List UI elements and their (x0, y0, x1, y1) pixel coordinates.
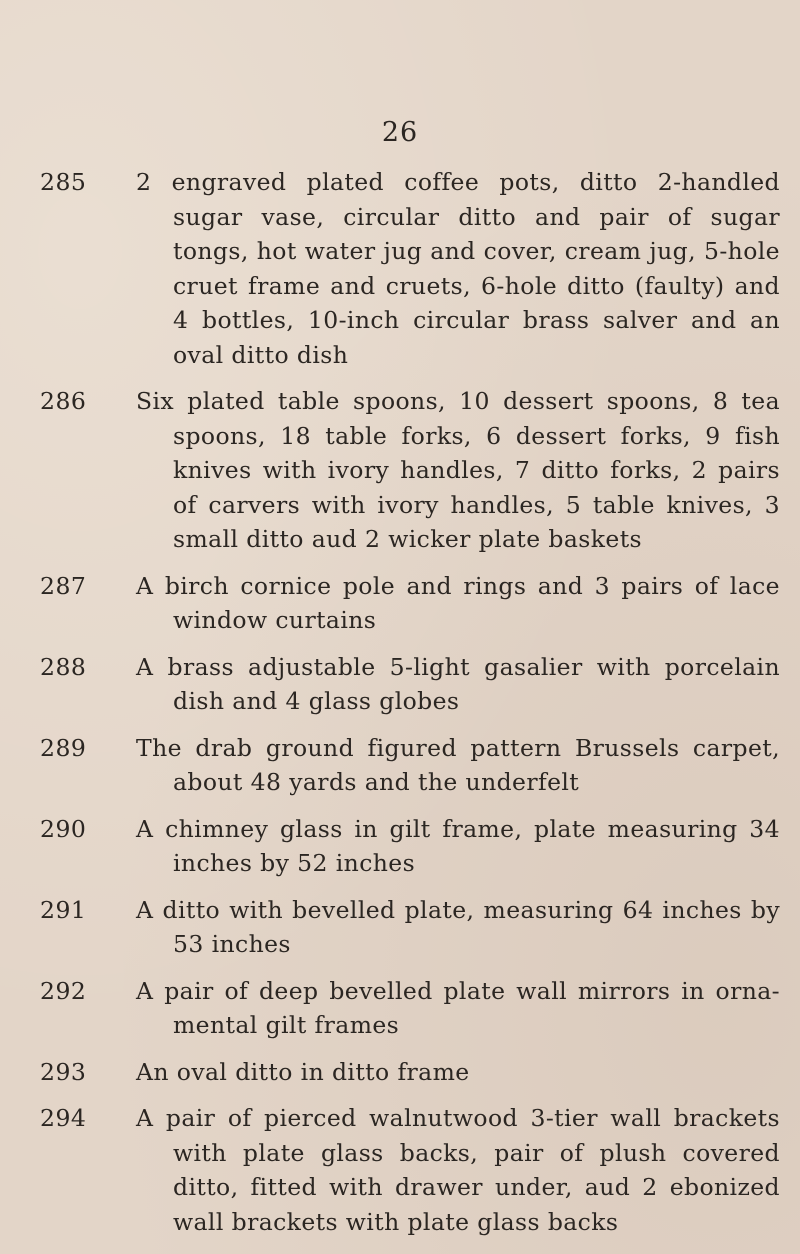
lot-description: An oval ditto in ditto frame (136, 1057, 470, 1086)
lot-number: 288 (40, 652, 87, 681)
lot-number: 291 (40, 895, 87, 924)
page-number: 26 (381, 117, 419, 148)
lot-number: 292 (40, 976, 87, 1005)
lot-description: A ditto with bevelled plate, measuring 64 inches by 53 inches (136, 895, 780, 958)
lot-number: 286 (40, 387, 87, 415)
lot-number: 290 (40, 814, 87, 843)
lot-number: 293 (40, 1057, 87, 1086)
lot-description: Six plated table spoons, 10 dessert spoons, 8 tea spoons, 18 table forks, 6 dessert forks, 9 fish knives with ivory handles, 7 ditto forks, 2 pairs of carvers with ivory handles, 5 table knives, 3 small ditto aud 2 wicker plate baskets (136, 387, 780, 553)
lot-number: 294 (40, 1104, 87, 1132)
lot-entry (40, 384, 780, 557)
lot-entry (40, 569, 780, 638)
lot-entry (40, 893, 780, 962)
lot-description: The drab ground figured pattern Brussels carpet, about 48 yards and the underfelt (136, 733, 780, 796)
lot-description: 2 engraved plated coffee pots, ditto 2-handled sugar vase, circular ditto and pair of sugar tongs, hot water jug and cover, cream jug, 5-hole cruet frame and cruets, 6-hole ditto (faulty) and 4 bottles, 10-inch circular brass salver and an oval ditto dish (136, 168, 780, 369)
lot-description: A brass adjustable 5-light gasalier with porcelain dish and 4 glass globes (136, 652, 780, 715)
lot-entry (40, 1055, 780, 1090)
lot-entry (40, 974, 780, 1043)
lot-entry (40, 165, 780, 372)
lot-entry (40, 1101, 780, 1239)
lot-description: A pair of pierced walnutwood 3-tier wall brackets with plate glass backs, pair of plush covered ditto, fitted with drawer under, aud 2 ebonized wall brackets with plate glass backs (136, 1104, 780, 1236)
lot-entry (40, 650, 780, 719)
lot-number: 285 (40, 168, 87, 196)
lot-list (40, 165, 780, 1251)
lot-entry (40, 812, 780, 881)
lot-number: 289 (40, 733, 87, 762)
lot-description: A birch cornice pole and rings and 3 pairs of lace window curtains (136, 571, 780, 634)
lot-description: A pair of deep bevelled plate wall mirrors in orna-mental gilt frames (136, 976, 780, 1039)
lot-description: A chimney glass in gilt frame, plate measuring 34 inches by 52 inches (136, 814, 780, 877)
lot-entry (40, 731, 780, 800)
lot-number: 287 (40, 571, 87, 600)
